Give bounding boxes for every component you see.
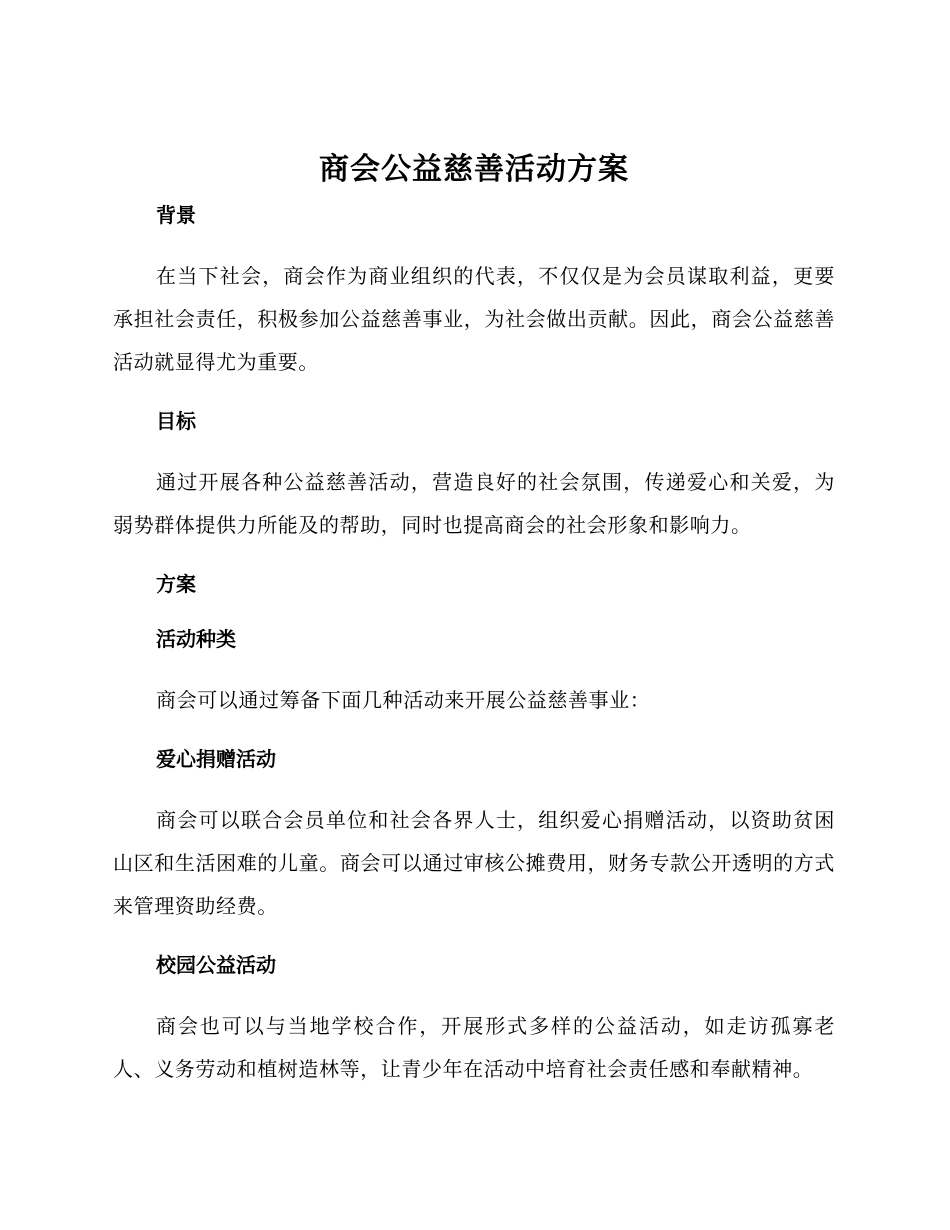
paragraph-background: 在当下社会，商会作为商业组织的代表，不仅仅是为会员谋取利益，更要承担社会责任，积极参加公益慈善事业，为社会做出贡献。因此，商会公益慈善活动就显得尤为重要。 (113, 264, 835, 374)
heading-campus: 校园公益活动 (156, 953, 276, 977)
paragraph-donation: 商会可以联合会员单位和社会各界人士，组织爱心捐赠活动，以资助贫困山区和生活困难的儿童。商会可以通过审核公摊费用，财务专款公开透明的方式来管理资助经费。 (113, 808, 835, 918)
document-title: 商会公益慈善活动方案 (319, 152, 629, 187)
heading-goal: 目标 (156, 409, 196, 433)
heading-background: 背景 (156, 203, 196, 227)
paragraph-campus: 商会也可以与当地学校合作，开展形式多样的公益活动，如走访孤寡老人、义务劳动和植树造林等，让青少年在活动中培育社会责任感和奉献精神。 (113, 1014, 835, 1081)
paragraph-activity-types: 商会可以通过筹备下面几种活动来开展公益慈善事业： (156, 688, 651, 712)
heading-donation: 爱心捐赠活动 (156, 747, 276, 771)
document-page (113, 150, 835, 1091)
heading-plan: 方案 (156, 572, 196, 596)
heading-activity-types: 活动种类 (156, 627, 236, 651)
paragraph-goal: 通过开展各种公益慈善活动，营造良好的社会氛围，传递爱心和关爱，为弱势群体提供力所能及的帮助，同时也提高商会的社会形象和影响力。 (113, 470, 835, 537)
